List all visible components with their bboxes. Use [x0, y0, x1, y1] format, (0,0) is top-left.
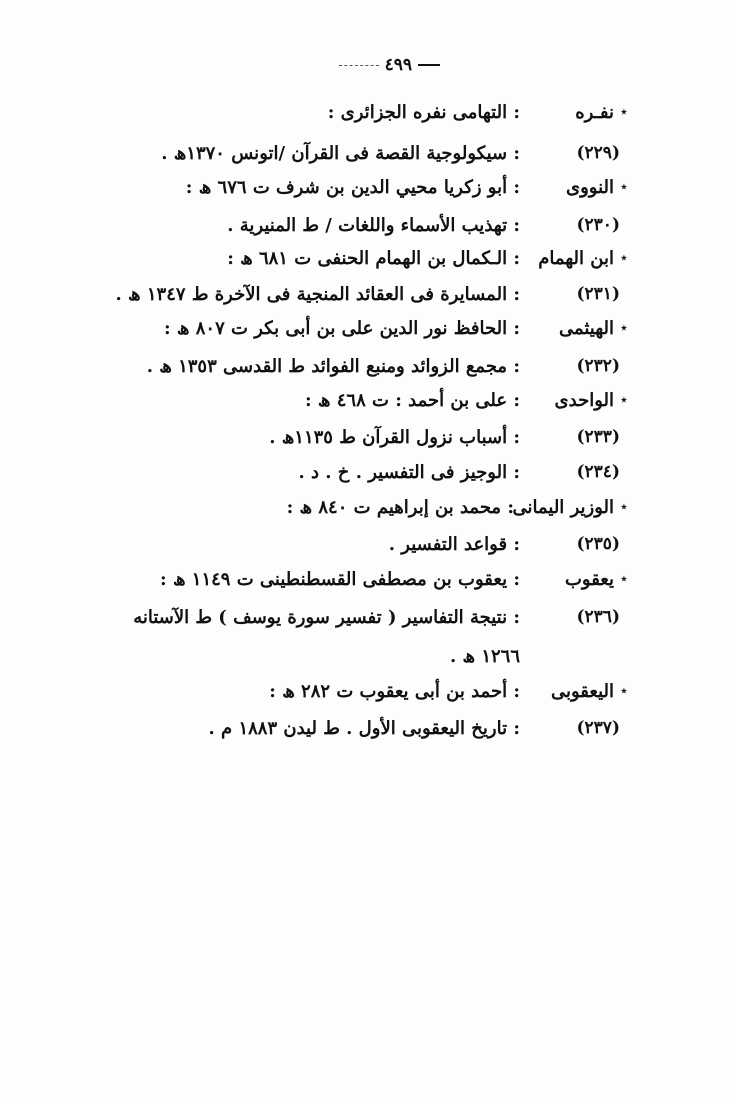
- author-line: [100, 312, 630, 344]
- work-line: [100, 456, 630, 488]
- author-name: ابن الهمام: [538, 247, 614, 269]
- author-details: : التهامى نفره الجزائرى :: [327, 101, 520, 123]
- header-rule-left: [339, 65, 379, 66]
- author-details: : الـكمال بن الهمام الحنفى ت ٦٨١ ھ :: [227, 247, 520, 269]
- page-number: ٤٩٩: [384, 55, 412, 75]
- author-details: : أحمد بن أبى يعقوب ت ٢٨٢ ھ :: [269, 680, 520, 702]
- work-title: : مجمع الزوائد ومنبع الفوائد ط القدسى ١٣٥٣ ھ .: [146, 355, 520, 377]
- work-line: [100, 712, 630, 744]
- entry-bullet: ٭: [620, 320, 628, 336]
- author-line: [100, 675, 630, 707]
- entry-bullet: ٭: [620, 683, 628, 699]
- work-title: : نتيجة التفاسير ( تفسير سورة يوسف ) ط الآستانه: [133, 606, 520, 628]
- author-line: [100, 171, 630, 203]
- author-name: النووى: [566, 176, 614, 198]
- work-line: [100, 137, 630, 169]
- author-line: [100, 96, 630, 128]
- author-name: الواحدى: [554, 389, 614, 411]
- work-title: : سيكولوجية القصة فى القرآن /اتونس ١٣٧٠ھ .: [161, 142, 520, 164]
- author-name: يعقوب: [564, 568, 614, 590]
- work-line-continuation: [100, 640, 630, 672]
- work-title: : تاريخ اليعقوبى الأول . ط ليدن ١٨٨٣ م .: [208, 717, 520, 739]
- work-number: (٢٣٦): [576, 607, 620, 627]
- work-number: (٢٢٩): [576, 143, 620, 163]
- work-number: (٢٣٧): [576, 718, 620, 738]
- work-number: (٢٣٤): [576, 462, 620, 482]
- work-title: : قواعد التفسير .: [388, 533, 520, 555]
- author-name: الوزير اليمانى: [512, 496, 614, 518]
- entry-bullet: ٭: [620, 392, 628, 408]
- author-line: [100, 563, 630, 595]
- entry-bullet: ٭: [620, 499, 628, 515]
- work-line: [100, 278, 630, 310]
- author-details: : الحافظ نور الدين على بن أبى بكر ت ٨٠٧ ھ :: [164, 317, 520, 339]
- work-number: (٢٣١): [576, 284, 620, 304]
- work-number: (٢٣٠): [576, 215, 620, 235]
- author-line: [100, 242, 630, 274]
- author-line: [100, 384, 630, 416]
- author-details: : على بن أحمد : ت ٤٦٨ ھ :: [305, 389, 520, 411]
- work-line: [100, 209, 630, 241]
- entry-bullet: ٭: [620, 250, 628, 266]
- entry-bullet: ٭: [620, 571, 628, 587]
- work-number: (٢٣٣): [576, 427, 620, 447]
- entry-bullet: ٭: [620, 104, 628, 120]
- author-details: : يعقوب بن مصطفى القسطنطينى ت ١١٤٩ ھ :: [160, 568, 520, 590]
- author-details: : محمد بن إبراهيم ت ٨٤٠ ھ :: [286, 496, 514, 518]
- page-header: [290, 54, 440, 76]
- work-number: (٢٣٥): [576, 534, 620, 554]
- work-line: [100, 528, 630, 560]
- work-title-continuation: ١٢٦٦ ھ .: [449, 645, 520, 667]
- author-name: اليعقوبى: [550, 680, 614, 702]
- work-line: [100, 601, 630, 633]
- work-title: : المسايرة فى العقائد المنجية فى الآخرة ط ١٣٤٧ ھ .: [115, 283, 520, 305]
- author-line: [100, 491, 630, 523]
- work-line: [100, 421, 630, 453]
- header-rule-right: [418, 64, 440, 66]
- work-title: : الوجيز فى التفسير . خ . د .: [298, 461, 520, 483]
- entry-bullet: ٭: [620, 179, 628, 195]
- work-title: : أسباب نزول القرآن ط ١١٣٥ھ .: [269, 426, 520, 448]
- author-details: : أبو زكريا محيي الدين بن شرف ت ٦٧٦ ھ :: [185, 176, 520, 198]
- work-number: (٢٣٢): [576, 356, 620, 376]
- work-title: : تهذيب الأسماء واللغات / ط المنيرية .: [227, 214, 520, 236]
- author-name: الهيثمى: [558, 317, 614, 339]
- work-line: [100, 350, 630, 382]
- author-name: نفـره: [575, 101, 614, 123]
